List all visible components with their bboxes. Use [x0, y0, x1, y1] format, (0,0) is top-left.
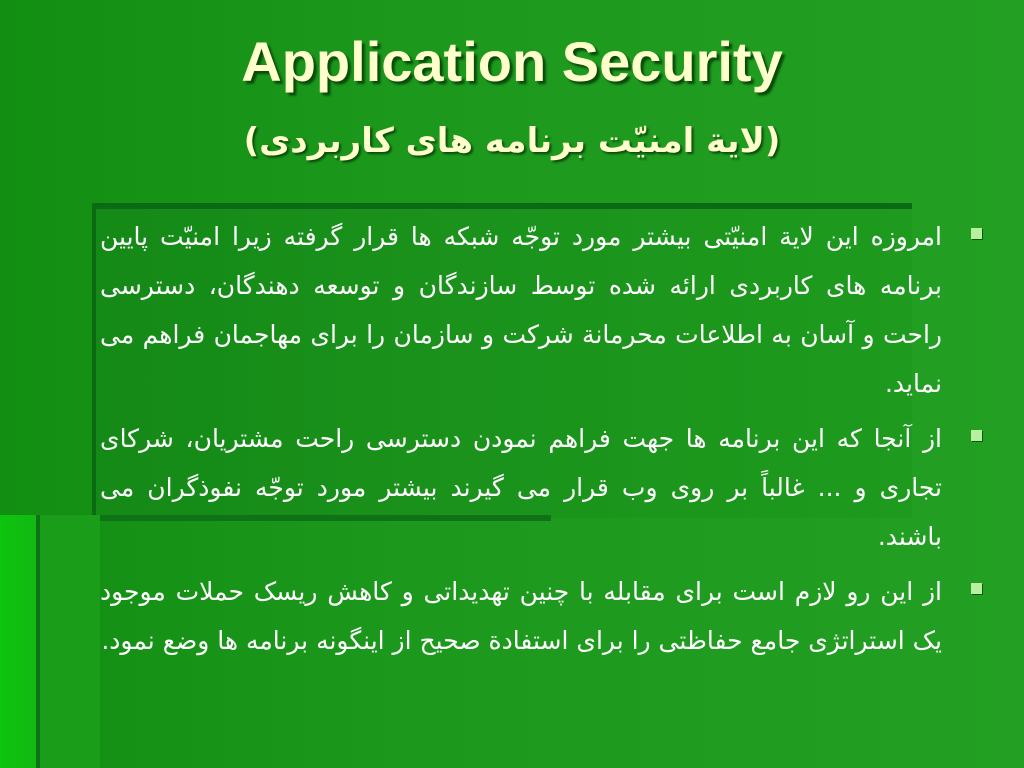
bullet-item — [100, 414, 990, 561]
slide-title: Application Security — [241, 30, 783, 93]
divider-line-left — [36, 515, 40, 768]
bullet-text: از آنجا که این برنامه ها جهت فراهم نمودن دسترسی راحت مشتریان، شرکای تجاری و ... غالباً بر روی وب قرار می گیرند بیشتر مورد توجّه نفوذگران می باشند. — [100, 424, 942, 551]
bullet-item — [100, 212, 990, 408]
square-bullet-icon — [971, 583, 982, 594]
background-band-left — [0, 515, 40, 768]
bullet-item — [100, 567, 990, 665]
bullet-list — [100, 212, 990, 671]
divider-line-top — [92, 203, 912, 209]
square-bullet-icon — [971, 430, 982, 441]
bullet-text: از این رو لازم است برای مقابله با چنین تهدیداتی و کاهش ریسک حملات موجود یک استراتژی جامع حفاظتی را برای استفادة صحیح از اینگونه برنامه ها وضع نمود. — [100, 577, 942, 655]
bullet-text: امروزه این لایة امنیّتی بیشتر مورد توجّه شبکه ها قرار گرفته زیرا امنیّت پایین برنامه های کاربردی ارائه شده توسط سازندگان و توسعه دهندگان، دسترسی راحت و آسان به اطلاعات محرمانة شرکت و سازمان را برای مهاجمان فراهم می نماید. — [100, 222, 942, 398]
background-panel-lower — [40, 515, 100, 768]
divider-line-vertical — [92, 203, 96, 518]
square-bullet-icon — [971, 228, 982, 239]
slide-subtitle: (لایة امنیّت برنامه های کاربردی) — [243, 121, 781, 161]
